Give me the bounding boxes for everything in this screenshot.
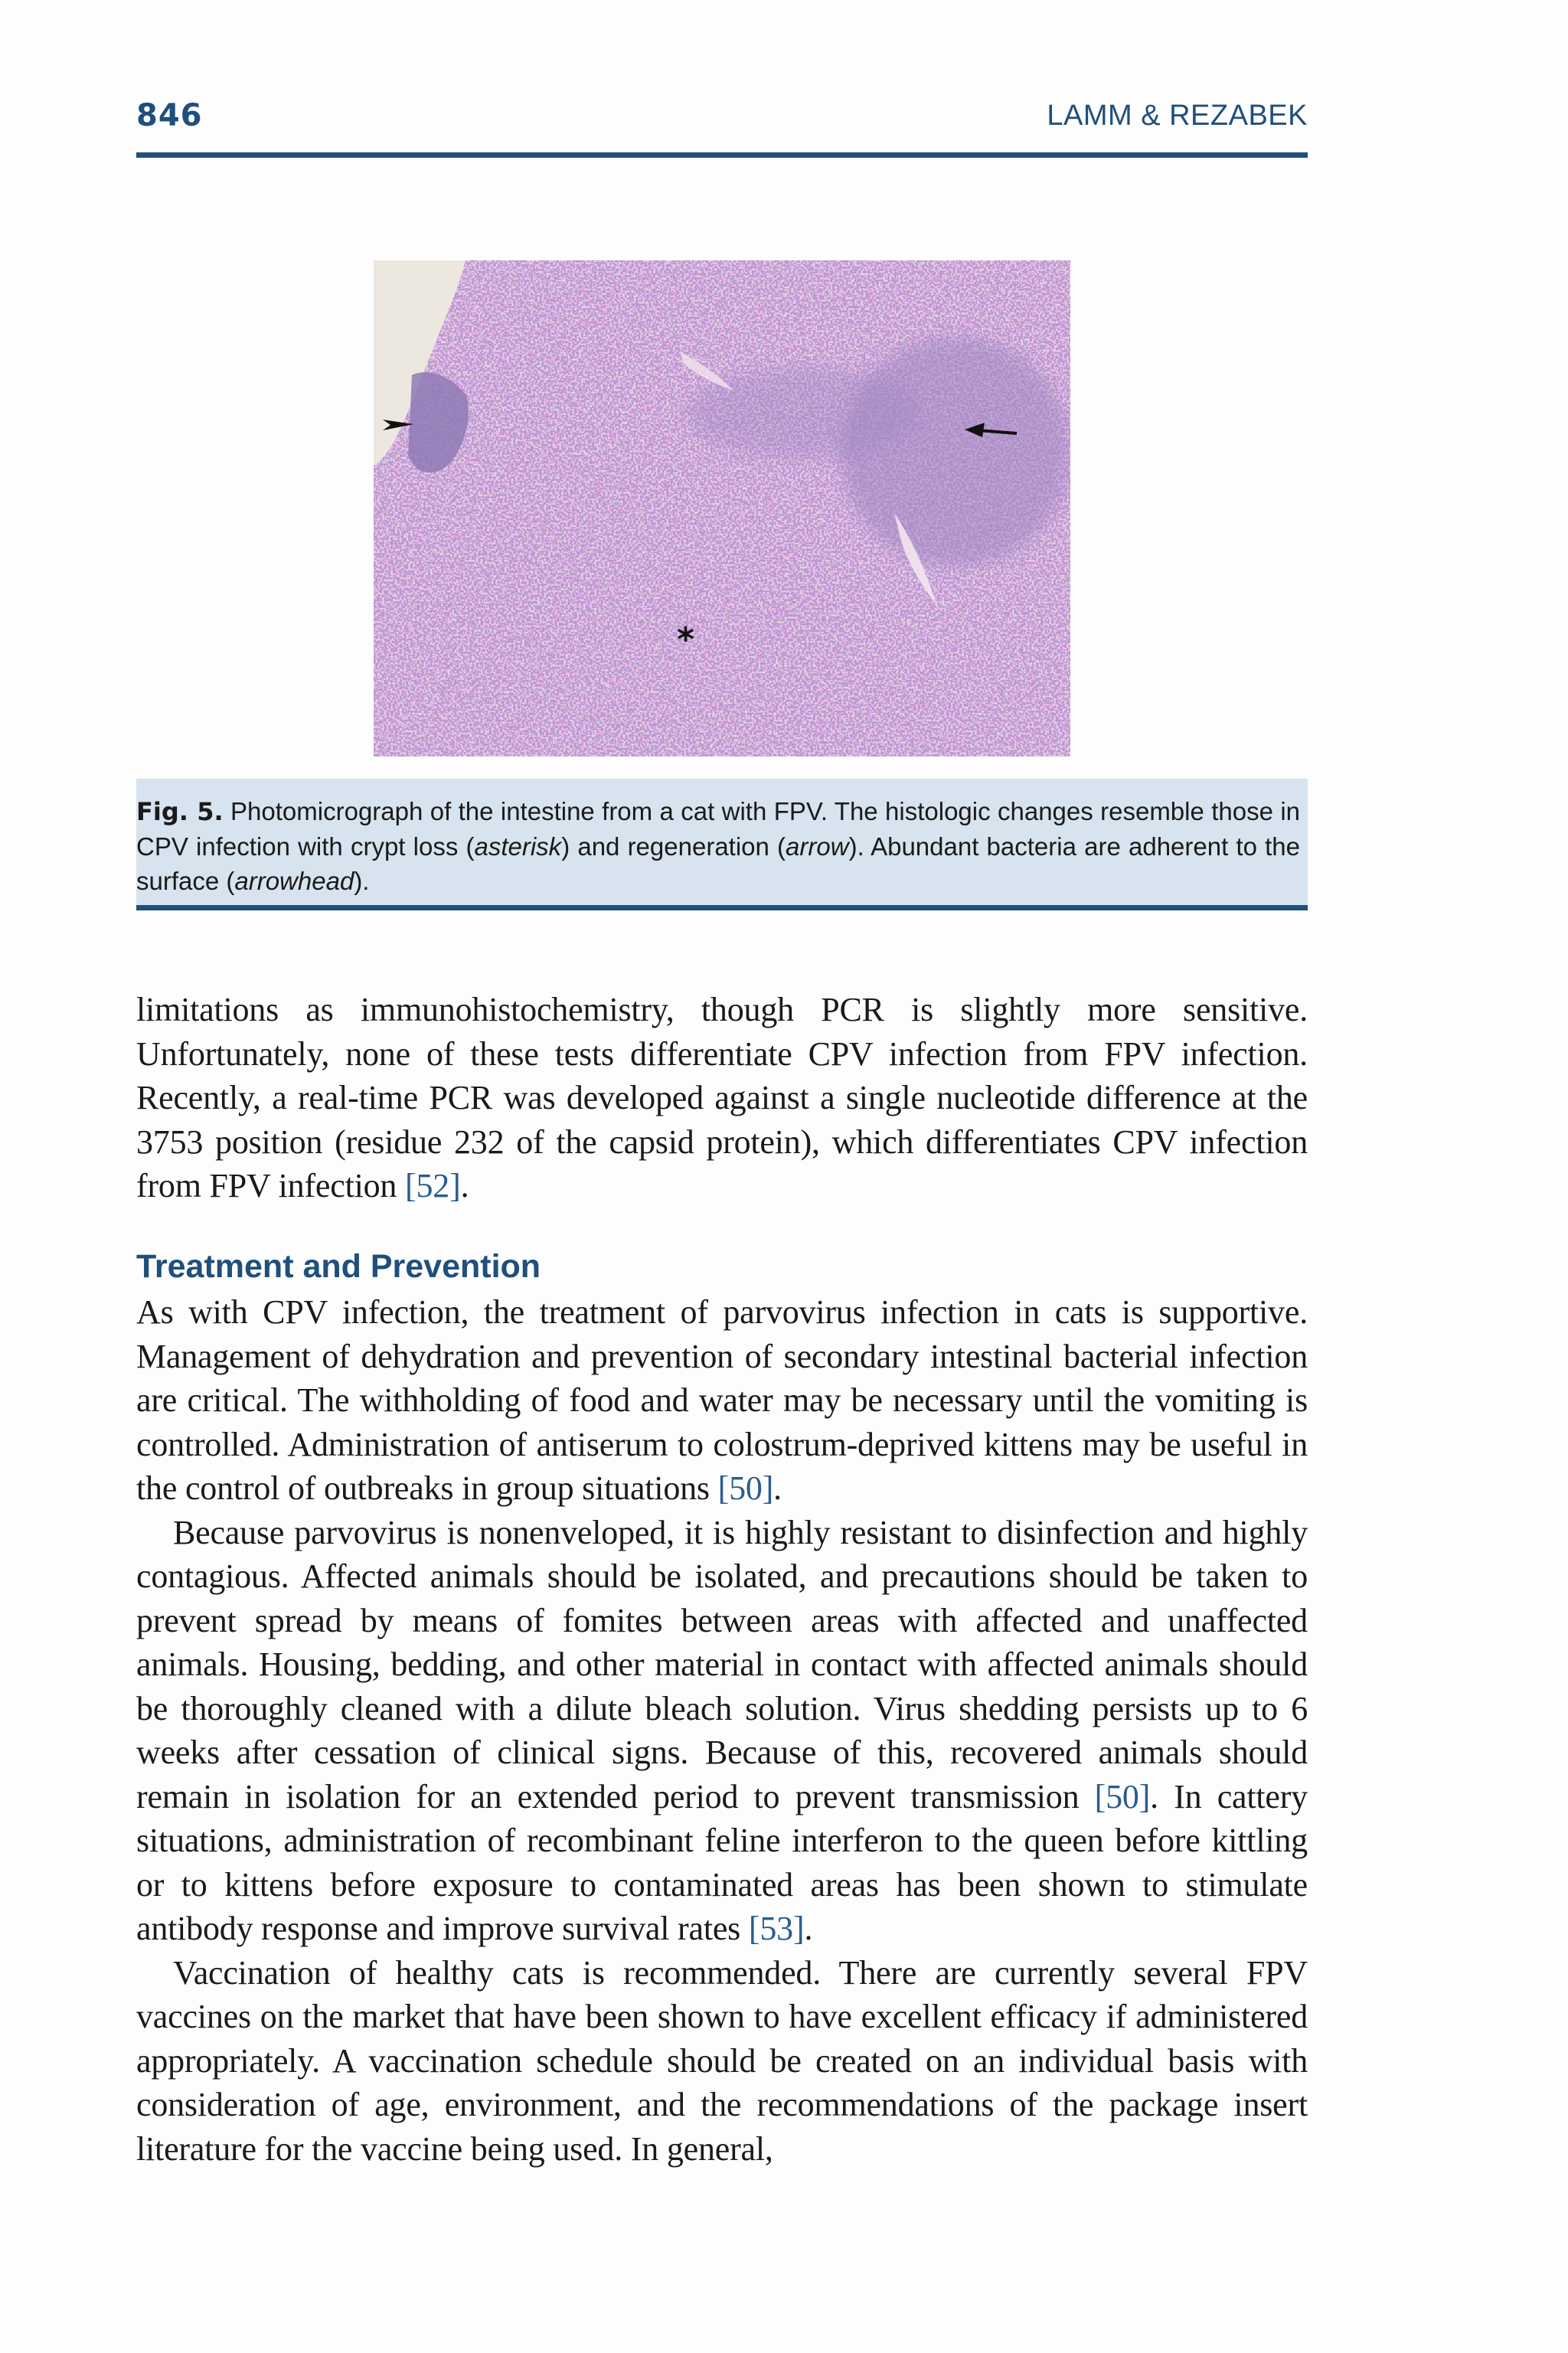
caption-italic-asterisk: asterisk (474, 832, 562, 861)
paragraph-1: limitations as immunohistochemistry, though PCR is slightly more sensitive. Unfortunately, none of these tests differentiate CPV infection from FPV infection. Recently, a real-time PCR was developed against a single nucleotide difference at the 3753 position (residue 232 of the capsid protein), which differentiates CPV infection from FPV infection [52]. (136, 991, 1308, 1204)
caption-text: ). (354, 867, 370, 895)
caption-text: ). Abundant bacteria are adherent to the surface ( (136, 832, 1300, 895)
caption-italic-arrow: arrow (786, 832, 849, 861)
paragraph-2: As with CPV infection, the treatment of parvovirus infection in cats is supportive. Management of dehydration and prevention of secondary intestinal bacterial infection are critical. The withholding of food and water may be necessary until the vomiting is controlled. Administration of antiserum to colostrum-deprived kittens may be useful in the control of outbreaks in group situations [50]. Because parvovirus is nonenveloped, it is highly resistant to disinfection and highly contagious. Affected animals should be isolated, and precautions should be taken to prevent spread by means of fomites between areas with affected and unaffected animals. Housing, bedding, and other material in contact with affected animals should be thoroughly cleaned with a dilute bleach solution. Virus shedding persists up to 6 weeks after cessation of clinical signs. Because of this, recovered animals should remain in isolation for an extended period to prevent transmission [50]. In cattery situations, administration of recombinant feline interferon to the queen before kittling or to kittens before exposure to contaminated areas has been shown to stimulate antibody response and improve survival rates [53]. Vaccination of healthy cats is recommended. There are currently several FPV vaccines on the market that have been shown to have excellent efficacy if administered appropriately. A vaccination schedule should be created on an individual basis with consideration of age, environment, and the recommendations of the package insert literature for the vaccine being used. In general, (136, 1290, 1308, 2171)
running-head (136, 98, 1308, 141)
caption-italic-arrowhead: arrowhead (234, 867, 354, 895)
paragraph-text: limitations as immunohistochemistry, though PCR is slightly more sensitive. Unfortunately, none of these tests differentiate CPV infection from FPV infection. Recently, a real-time PCR was developed against a single nucleotide difference at the 3753 position (residue 232 of the capsid protein), which differentiates CPV infection from FPV infection (136, 991, 1308, 1204)
page-number: 846 (136, 98, 203, 133)
figure-caption (136, 794, 1300, 898)
header-rule (136, 152, 1308, 158)
citation-link[interactable]: [53] (748, 1910, 805, 1947)
paragraph-text: Because parvovirus is nonenveloped, it is highly resistant to disinfection and highly contagious. Affected animals should be isolated, and precautions should be taken to prevent spread by means of fomites between areas with affected and unaffected animals. Housing, bedding, and other material in contact with affected animals should be thoroughly cleaned with a dilute bleach solution. Virus shedding persists up to 6 weeks after cessation of clinical signs. Because of this, recovered animals should remain in isolation for an extended period to prevent transmission (136, 1513, 1308, 1815)
photomicrograph (374, 260, 1070, 757)
citation-link[interactable]: [50] (717, 1469, 774, 1507)
paragraph-text: . In cattery situations, administration of recombinant feline interferon to the queen before kittling or to kittens before exposure to contaminated areas has been shown to stimulate antibody response and improve survival rates (136, 1777, 1308, 1947)
asterisk-marker: * (677, 620, 695, 659)
paragraph-text: Vaccination of healthy cats is recommended. There are currently several FPV vaccines on the market that have been shown to have excellent efficacy if administered appropriately. A vaccination schedule should be created on an individual basis with consideration of age, environment, and the recommendations of the package insert literature for the vaccine being used. In general, (136, 1953, 1308, 2168)
caption-text: Photomicrograph of the intestine from a cat with FPV. The histologic changes resemble those in CPV infection with crypt loss ( (136, 797, 1301, 861)
citation-link[interactable]: [50] (1094, 1777, 1151, 1815)
citation-link[interactable]: [52] (405, 1167, 461, 1204)
figure-label: Fig. 5. (136, 797, 224, 826)
caption-text: ) and regeneration ( (561, 832, 786, 861)
figure-caption-box (136, 779, 1308, 910)
paragraph-4 (136, 1951, 1308, 2172)
section-heading: Treatment and Prevention (136, 1248, 541, 1285)
paragraph-3: Because parvovirus is nonenveloped, it is highly resistant to disinfection and highly contagious. Affected animals should be isolated, and precautions should be taken to prevent spread by means of fomites between areas with affected and unaffected animals. Housing, bedding, and other material in contact with affected animals should be thoroughly cleaned with a dilute bleach solution. Virus shedding persists up to 6 weeks after cessation of clinical signs. Because of this, recovered animals should remain in isolation for an extended period to prevent transmission [50]. In cattery situations, administration of recombinant feline interferon to the queen before kittling or to kittens before exposure to contaminated areas has been shown to stimulate antibody response and improve survival rates [53]. (136, 1513, 1308, 1947)
running-head-authors: LAMM & REZABEK (1047, 100, 1308, 132)
paragraph-text: As with CPV infection, the treatment of parvovirus infection in cats is supportive. Management of dehydration and prevention of secondary intestinal bacterial infection are critical. The withholding of food and water may be necessary until the vomiting is controlled. Administration of antiserum to colostrum-deprived kittens may be useful in the control of outbreaks in group situations (136, 1293, 1308, 1507)
